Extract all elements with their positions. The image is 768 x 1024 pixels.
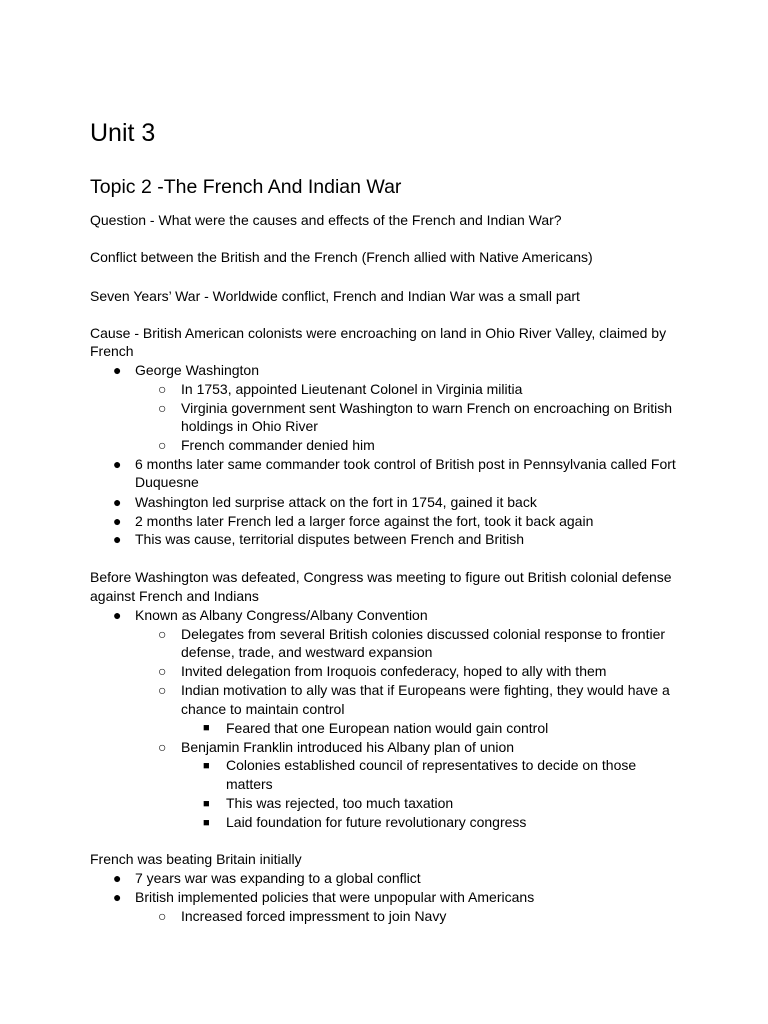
bullet-circle-icon: ○ [158,663,167,679]
french-beating-text: French was beating Britain initially [90,851,302,867]
list-item-george-washington: George Washington [135,362,259,378]
bullet-disc-icon: ● [113,607,122,623]
bullet-disc-icon: ● [113,494,122,510]
list-item-franklin-plan: Benjamin Franklin introduced his Albany plan of union [181,739,515,755]
bullet-square-icon: ■ [203,817,210,829]
cause-text-line-2: French [90,343,134,359]
list-item-six-months-line-2: Duquesne [135,474,199,490]
before-text-line-1: Before Washington was defeated, Congress was meeting to figure out British colonial defense [90,569,672,585]
before-text-line-2: against French and Indians [90,588,259,604]
list-item-iroquois: Invited delegation from Iroquois confederacy, hoped to ally with them [181,663,607,679]
unit-title: Unit 3 [90,119,156,147]
list-item-two-months: 2 months later French led a larger force against the fort, took it back again [135,513,594,529]
list-item-rejected: This was rejected, too much taxation [226,795,454,811]
bullet-square-icon: ■ [203,722,210,734]
bullet-disc-icon: ● [113,513,122,529]
list-item-indian-motivation-line-1: Indian motivation to ally was that if Europeans were fighting, they would have a [181,682,670,698]
question-text: Question - What were the causes and effects of the French and Indian War? [90,212,562,228]
list-item-surprise-attack: Washington led surprise attack on the fort in 1754, gained it back [135,494,537,510]
conflict-text: Conflict between the British and the French (French allied with Native Americans) [90,249,593,265]
bullet-circle-icon: ○ [158,739,167,755]
bullet-disc-icon: ● [113,531,122,547]
seven-years-text: Seven Years’ War - Worldwide conflict, French and Indian War was a small part [90,288,580,304]
list-item-indian-motivation-line-2: chance to maintain control [181,701,345,717]
bullet-square-icon: ■ [203,798,210,810]
list-item-six-months-line-1: 6 months later same commander took control of British post in Pennsylvania called Fort [135,456,676,472]
list-item-delegates-line-2: defense, trade, and westward expansion [181,644,433,660]
list-item-impressment: Increased forced impressment to join Navy [181,908,447,924]
bullet-circle-icon: ○ [158,381,167,397]
bullet-disc-icon: ● [113,456,122,472]
list-item-british-policies: British implemented policies that were unpopular with Americans [135,889,535,905]
bullet-disc-icon: ● [113,889,122,905]
bullet-disc-icon: ● [113,362,122,378]
bullet-square-icon: ■ [203,760,210,772]
bullet-circle-icon: ○ [158,626,167,642]
list-item-lieutenant-colonel: In 1753, appointed Lieutenant Colonel in Virginia militia [181,381,523,397]
bullet-disc-icon: ● [113,870,122,886]
list-item-council-line-1: Colonies established council of representatives to decide on those [226,757,637,773]
list-item-feared-control: Feared that one European nation would gain control [226,720,549,736]
list-item-council-line-2: matters [226,776,273,792]
list-item-commander-denied: French commander denied him [181,437,375,453]
list-item-albany-congress: Known as Albany Congress/Albany Convention [135,607,428,623]
list-item-this-was-cause: This was cause, territorial disputes between French and British [135,531,525,547]
topic-title: Topic 2 -The French And Indian War [90,176,402,198]
cause-text-line-1: Cause - British American colonists were encroaching on land in Ohio River Valley, claimed by [90,325,667,341]
list-item-global-conflict: 7 years war was expanding to a global conflict [135,870,421,886]
list-item-virginia-government-line-1: Virginia government sent Washington to warn French on encroaching on British [181,400,673,416]
list-item-foundation: Laid foundation for future revolutionary congress [226,814,527,830]
bullet-circle-icon: ○ [158,437,167,453]
bullet-circle-icon: ○ [158,908,167,924]
list-item-delegates-line-1: Delegates from several British colonies discussed colonial response to frontier [181,626,666,642]
bullet-circle-icon: ○ [158,682,167,698]
bullet-circle-icon: ○ [158,400,167,416]
list-item-virginia-government-line-2: holdings in Ohio River [181,418,318,434]
